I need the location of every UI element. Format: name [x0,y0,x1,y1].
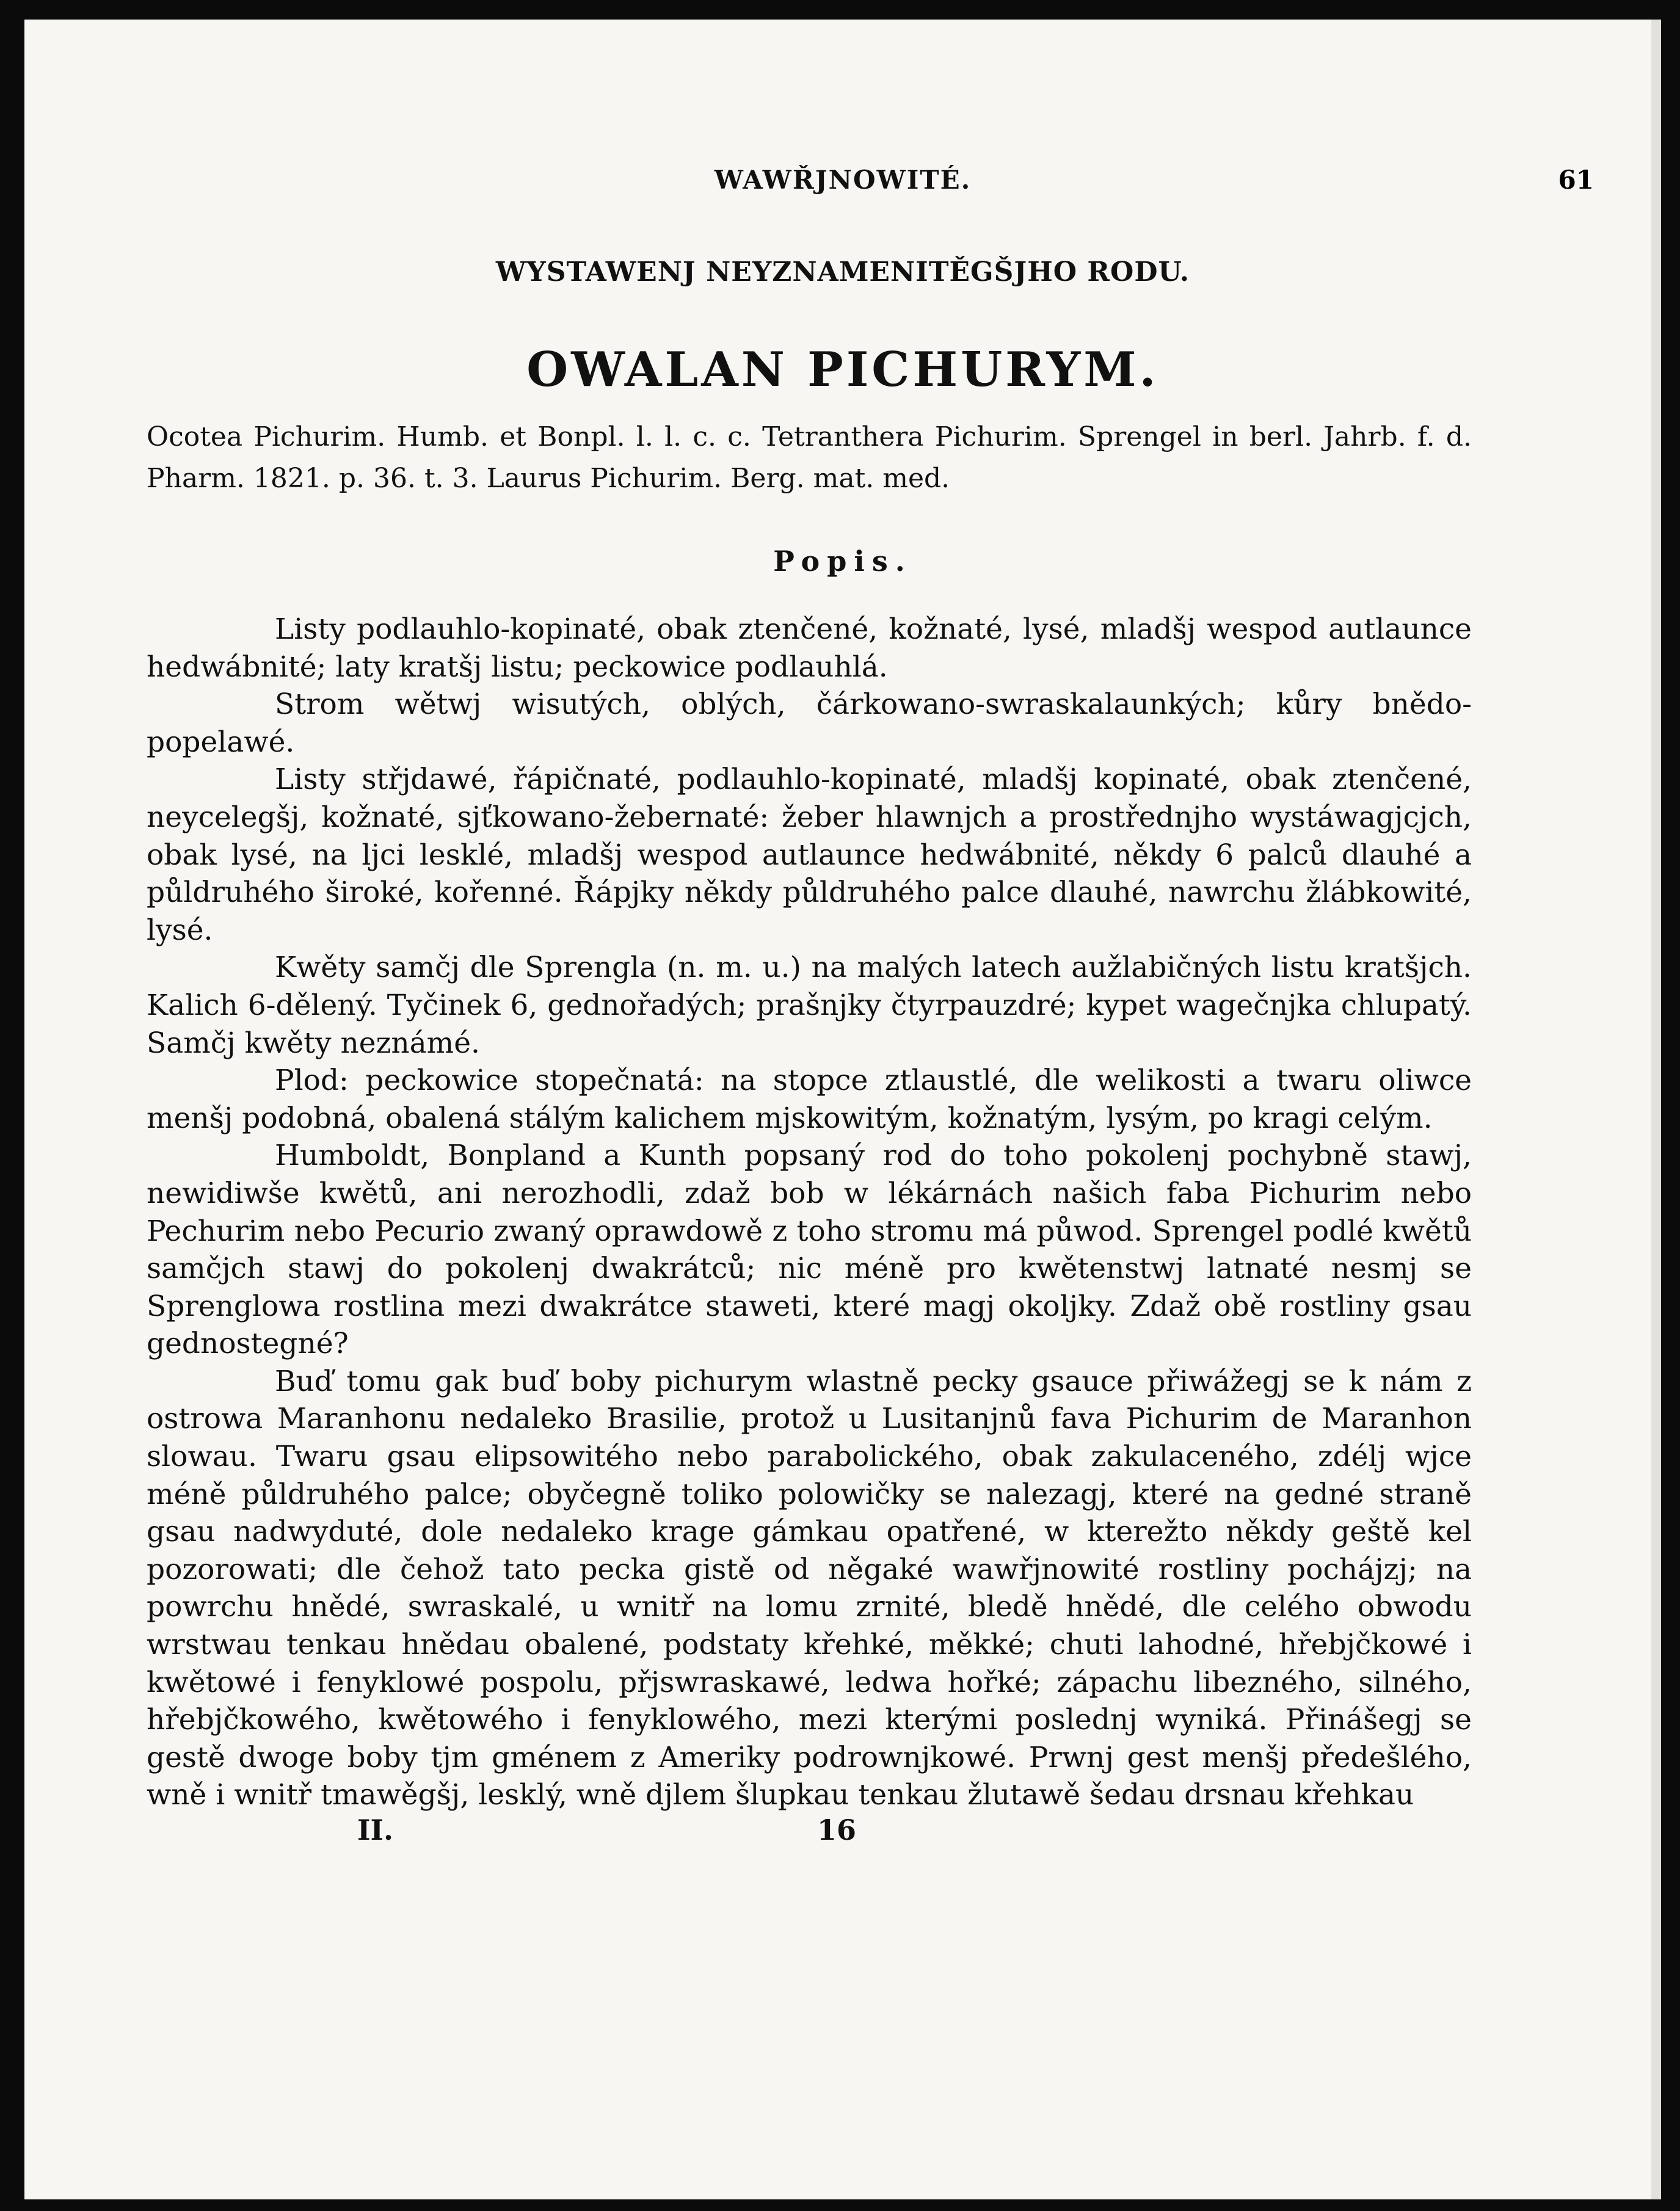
subheading-popis: Popis. [773,545,912,578]
book-page [24,20,1661,2199]
synonyms-paragraph: Ocotea Pichurim. Humb. et Bonpl. l. l. c. c. Tetranthera Pichurim. Sprengel in berl. Jahrb. f. d. Pharm. 1821. p. 36. t. 3. Laurus Pichurim. Berg. mat. med. [147,421,1472,494]
paragraph: Plod: peckowice stopečnatá: na stopce ztlaustlé, dle welikosti a twaru oliwce menšj podobná, obalená stálým kalichem mjskowitým, kožnatým, lysým, po kragi celým. [147,1064,1472,1135]
genus-title: OWALAN PICHURYM. [526,342,1159,398]
paragraph: Kwěty samčj dle Sprengla (n. m. u.) na malých latech aužlabičných listu kratšjch. Kalich 6-dělený. Tyčinek 6, gednořadých; prašnjky čtyrpauzdré; kypet wagečnjka chlupatý. Samčj kwěty neznámé. [147,951,1472,1060]
running-title: WAWŘJNOWITÉ. [714,165,972,195]
signature-right: 16 [817,1813,857,1846]
paragraph: Listy podlauhlo-kopinaté, obak ztenčené, kožnaté, lysé, mladšj wespod autlaunce hedwábnité; laty kratšj listu; peckowice podlauhlá. [147,612,1472,684]
paragraph: Strom wětwj wisutých, oblých, čárkowano-swraskalaunkých; kůry bnědo-popelawé. [147,688,1472,759]
signature-left: II. [357,1813,394,1846]
paragraph: Buď tomu gak buď boby pichurym wlastně pecky gsauce přiwážegj se k nám z ostrowa Maranhonu nedaleko Brasilie, protož u Lusitanjnů fava Pichurim de Maranhon slowau. Twaru gsau elipsowitého nebo parabolického, obak zakulaceného, zdélj wjce méně půldruhého palce; obyčegně toliko polowičky se nalezagj, které na gedné straně gsau nadwyduté, dole nedaleko krage gámkau opatřené, w kterežto někdy geště kel pozorowati; dle čehož tato pecka gistě od něgaké wawřjnowité rostliny pochájzj; na powrchu hnědé, swraskalé, u wnitř na lomu zrnité, bledě hnědé, dle celého obwodu wrstwau tenkau hnědau obalené, podstaty křehké, měkké; chuti lahodné, hřebjčkowé i kwětowé i fenyklowé pospolu, přjswraskawé, ledwa hořké; zápachu libezného, silného, hřebjčkowého, kwětowého i fenyklowého, mezi kterými poslednj wyniká. Přinášegj se gestě dwoge boby tjm gménem z Ameriky podrownjkowé. Prwnj gest menšj předešlého, wně i wnitř tmawěgšj, lesklý, wně djlem šlupkau tenkau žlutawě šedau drsnau křehkau [147,1364,1472,1812]
page-number: 61 [1558,165,1594,195]
paragraph: Humboldt, Bonpland a Kunth popsaný rod do toho pokolenj pochybně stawj, newidiwše kwětů, ani nerozhodli, zdaž bob w lékárnách našich faba Pichurim nebo Pechurim nebo Pecurio zwaný oprawdowě z toho stromu má půwod. Sprengel podlé kwětů samčjch stawj do pokolenj dwakrátců; nic méně pro kwětenstwj latnaté nesmj se Sprenglowa rostlina mezi dwakrátce staweti, které magj okoljky. Zdaž obě rostliny gsau gednostegné? [147,1139,1472,1361]
body-text [147,611,1472,1814]
section-title: WYSTAWENJ NEYZNAMENITĚGŠJHO RODU. [495,256,1190,288]
paragraph: Listy střjdawé, řápičnaté, podlauhlo-kopinaté, mladšj kopinaté, obak ztenčené, neycelegšj, kožnaté, sjťkowano-žebernaté: žeber hlawnjch a prostřednjho wystáwagjcjch, obak lysé, na ljci lesklé, mladšj wespod autlaunce hedwábnité, někdy 6 palců dlauhé a půldruhého široké, kořenné. Řápjky někdy půldruhého palce dlauhé, nawrchu žlábkowité, lysé. [147,763,1472,947]
